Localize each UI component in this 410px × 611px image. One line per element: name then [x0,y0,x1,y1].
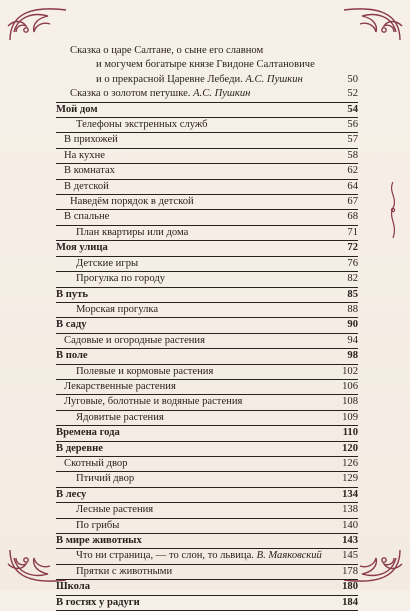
toc-entry-row[interactable] [56,149,358,164]
toc-entry-title: Мой дом [56,103,98,115]
toc-entry-title: На кухне [64,149,105,161]
toc-page-number: 102 [342,365,358,377]
toc-page-number: 140 [342,519,358,531]
toc-section-row[interactable] [56,349,358,364]
toc-entry-title: По грибы [76,519,120,531]
toc-page-number: 50 [347,73,358,85]
table-of-contents [56,44,358,611]
toc-entry-title: В деревне [56,442,103,454]
toc-entry-row[interactable] [56,472,358,487]
toc-entry-title: В спальне [64,211,110,223]
toc-page-number: 64 [347,180,358,192]
toc-entry-title: Времена года [56,427,120,439]
toc-page-number: 98 [347,350,358,362]
toc-section-row[interactable] [56,488,358,503]
toc-entry-title: В путь [56,288,88,300]
toc-entry-author: В. Маяковский [256,550,322,562]
toc-page-number: 126 [342,457,358,469]
toc-entry-author: А.С. Пушкин [193,88,251,100]
toc-page-number: 94 [347,334,358,346]
toc-entry-title: Лекарственные растения [64,380,176,392]
toc-entry-title: В поле [56,350,88,362]
toc-page-number: 88 [347,303,358,315]
toc-page-number: 134 [342,488,358,500]
toc-entry-row[interactable] [56,210,358,225]
toc-section-row[interactable] [56,442,358,457]
toc-entry-row[interactable] [56,334,358,349]
toc-entry-title: Школа [56,581,90,593]
toc-entry-title: В гостях у радуги [56,596,140,608]
toc-section-row[interactable] [56,596,358,611]
toc-entry-row[interactable] [56,118,358,133]
toc-entry-title: Сказка о царе Салтане, о сыне его славном [70,45,264,56]
toc-page-number: 57 [347,134,358,146]
toc-page-number: 90 [347,319,358,331]
toc-entry-title: Сказка о золотом петушке. [70,88,191,100]
toc-page-number: 143 [342,535,358,546]
toc-page-number: 62 [347,165,358,177]
corner-flourish-top-left-icon [4,2,74,47]
toc-entry-title: Наведём порядок в детской [70,196,194,208]
side-flourish-icon [386,180,400,240]
toc-page-number: 58 [347,149,358,161]
toc-page-number: 82 [347,273,358,285]
toc-page-number: 178 [342,565,358,577]
toc-entry-title: Что ни страница, — то слон, то львица. [76,550,254,562]
toc-page-number: 109 [342,411,358,423]
toc-entry-title: Полевые и кормовые растения [76,365,214,377]
toc-entry-title: Птичий двор [76,473,135,485]
toc-entry-title: В прихожей [64,134,118,146]
toc-page-number: 138 [342,504,358,516]
toc-page-number: 108 [342,396,358,408]
toc-entry-row[interactable] [56,549,358,564]
toc-page-number: 67 [347,196,358,208]
toc-entry-title: Моя улица [56,242,108,254]
toc-entry-title: Детские игры [76,257,139,269]
toc-entry-author: А.С. Пушкин [245,73,303,85]
toc-entry-row[interactable] [56,180,358,195]
toc-entry-row[interactable] [56,133,358,148]
toc-entry-title: В мире животных [56,535,142,546]
toc-page-number: 52 [347,88,358,100]
toc-entry-row[interactable] [56,380,358,395]
toc-entry-row[interactable] [56,395,358,410]
toc-entry-row[interactable] [56,164,358,179]
toc-entry-title: Луговые, болотные и водяные растения [64,396,243,408]
toc-entry-title: Садовые и огородные растения [64,334,205,346]
toc-page-number: 68 [347,211,358,223]
toc-entry-row[interactable] [56,226,358,241]
toc-entry-row[interactable] [56,73,358,87]
toc-entry-row[interactable] [56,503,358,518]
toc-entry-row[interactable] [56,58,358,72]
toc-page-number: 85 [347,288,358,300]
toc-entry-title: Ядовитые растения [76,411,164,423]
toc-entry-title: Скотный двор [64,457,128,469]
toc-entry-row[interactable] [56,519,358,534]
toc-entry-row[interactable] [56,257,358,272]
toc-entry-row[interactable] [56,195,358,210]
corner-flourish-top-right-icon [336,2,406,47]
toc-entry-title: В саду [56,319,87,331]
toc-page-number: 106 [342,380,358,392]
toc-entry-title: Телефоны экстренных служб [76,119,208,131]
toc-page-number: 76 [347,257,358,269]
toc-entry-row[interactable] [56,457,358,472]
toc-entry-title: Лесные растения [76,504,154,516]
toc-entry-row[interactable] [56,303,358,318]
toc-entry-title: В детской [64,180,109,192]
toc-entry-row[interactable] [56,411,358,426]
toc-entry-row[interactable] [56,272,358,287]
toc-entry-title: и о прекрасной Царевне Лебеди. [96,73,243,85]
toc-section-row[interactable] [56,318,358,333]
toc-page-number: 54 [347,103,358,115]
toc-entry-title: Прогулка по городу [76,273,166,285]
toc-page-number: 72 [347,242,358,254]
toc-section-row[interactable] [56,103,358,118]
toc-entry-title: В комнатах [64,165,115,177]
toc-section-row[interactable] [56,580,358,595]
toc-page-number: 110 [342,427,358,439]
toc-entry-title: Морская прогулка [76,303,159,315]
toc-entry-row[interactable] [56,44,358,58]
toc-section-row[interactable] [56,241,358,256]
toc-page-number: 145 [342,550,358,562]
toc-page-number: 120 [342,442,358,454]
toc-page-number: 129 [342,473,358,485]
toc-page-number: 184 [342,596,358,608]
toc-section-row[interactable] [56,426,358,441]
toc-section-row[interactable] [56,288,358,303]
toc-page-number: 56 [347,119,358,131]
toc-entry-row[interactable] [56,365,358,380]
toc-entry-title: Прятки с животными [76,565,173,577]
toc-page-number: 180 [342,581,358,593]
toc-entry-title: В лесу [56,488,87,500]
toc-entry-title: План квартиры или дома [76,226,189,238]
toc-section-row[interactable] [56,534,358,549]
toc-entry-title: и могучем богатыре князе Гвидоне Салтановиче [96,59,315,71]
toc-entry-row[interactable] [56,87,358,102]
toc-page-number: 71 [347,226,358,238]
toc-entry-row[interactable] [56,565,358,580]
